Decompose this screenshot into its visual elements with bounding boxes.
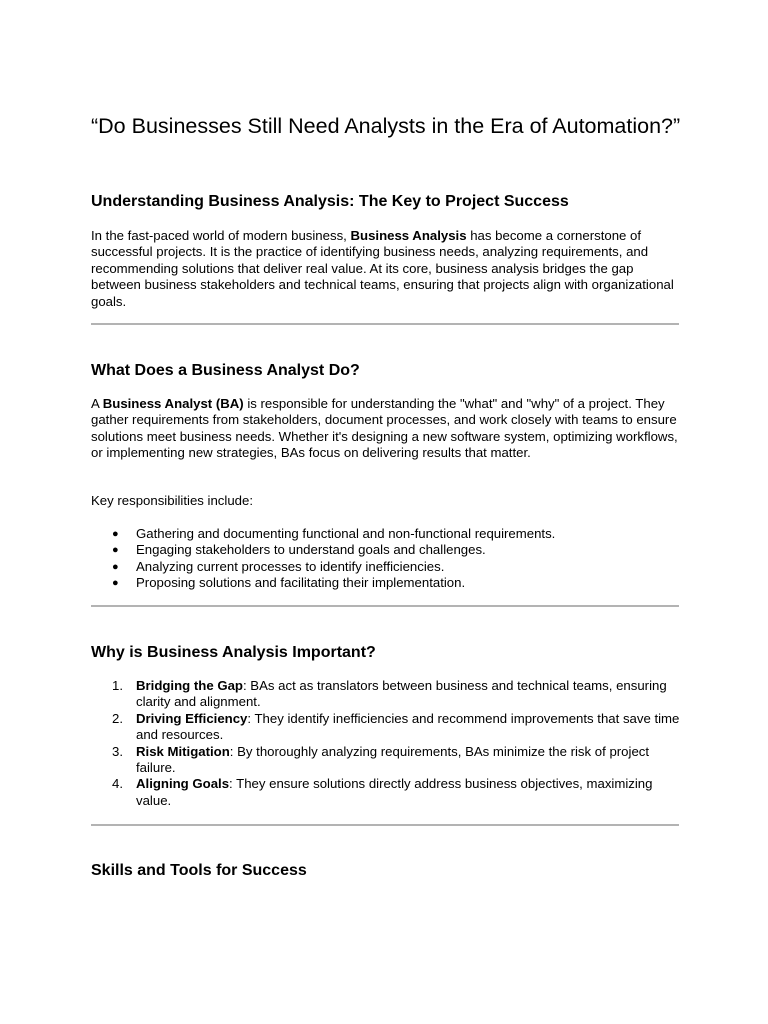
list-item-bold: Driving Efficiency <box>136 710 248 726</box>
list-item-text: Gathering and documenting functional and non-functional requirements. <box>136 526 556 541</box>
horizontal-rule <box>91 824 679 826</box>
list-number: 2. <box>112 710 123 726</box>
paragraph-text: In the fast-paced world of modern business, <box>91 228 351 243</box>
horizontal-rule <box>91 605 679 607</box>
section-paragraph-understanding <box>91 228 681 310</box>
list-item <box>91 776 681 809</box>
list-item <box>91 711 681 744</box>
list-number: 1. <box>112 678 123 693</box>
importance-list <box>91 678 681 809</box>
section-heading-understanding: Understanding Business Analysis: The Key to Project Success <box>91 193 569 210</box>
paragraph-bold-term: Business Analyst (BA) <box>102 396 244 411</box>
bullet-icon: ● <box>112 528 119 540</box>
list-item-text: : By thoroughly analyzing requirements, BAs minimize the risk of project failure. <box>136 743 650 776</box>
list-item <box>91 678 681 711</box>
paragraph-text: A <box>91 396 103 411</box>
list-item <box>91 542 681 558</box>
horizontal-rule <box>91 323 679 325</box>
list-number: 3. <box>112 743 123 759</box>
list-number: 4. <box>112 776 123 792</box>
list-item-text: : BAs act as translators between business and technical teams, ensuring clarity and alignment. <box>136 678 667 710</box>
list-item <box>91 526 681 542</box>
list-item-text: Analyzing current processes to identify inefficiencies. <box>136 558 445 574</box>
section-heading-why-important: Why is Business Analysis Important? <box>91 644 376 661</box>
list-item-bold: Aligning Goals <box>136 776 230 792</box>
section-heading-what-ba-does: What Does a Business Analyst Do? <box>91 362 360 379</box>
list-item-text: Proposing solutions and facilitating their implementation. <box>136 575 466 591</box>
list-item <box>91 744 681 777</box>
list-item-bold: Risk Mitigation <box>136 743 230 759</box>
paragraph-text: has become a cornerstone of successful projects. It is the practice of identifying business needs, analyzing requirements, and recommending solutions that deliver real value. At its core, business analysis bridges the gap between business stakeholders and technical teams, ensuring that projects align with organizational goals. <box>91 228 674 309</box>
bullet-icon: ● <box>112 560 119 573</box>
paragraph-bold-term: Business Analysis <box>350 228 467 243</box>
document-title: “Do Businesses Still Need Analysts in the Era of Automation?” <box>91 114 681 138</box>
list-item-text: : They ensure solutions directly address business objectives, maximizing value. <box>136 776 653 808</box>
list-item-bold: Bridging the Gap <box>136 678 243 693</box>
responsibilities-list <box>91 526 681 592</box>
section-heading-skills-tools: Skills and Tools for Success <box>91 862 307 879</box>
bullet-icon: ● <box>112 544 119 557</box>
list-item-text: : They identify inefficiencies and recommend improvements that save time and resources. <box>136 710 680 743</box>
section-paragraph-what-ba-does <box>91 396 681 462</box>
list-item <box>91 559 681 575</box>
list-item-text: Engaging stakeholders to understand goals and challenges. <box>136 542 486 558</box>
key-responsibilities-intro: Key responsibilities include: <box>91 493 253 508</box>
bullet-icon: ● <box>112 577 119 590</box>
list-item <box>91 575 681 591</box>
paragraph-text: is responsible for understanding the "what" and "why" of a project. They gather requirements from stakeholders, document processes, and work closely with teams to ensure solutions meet business needs. Whether it's designing a new software system, optimizing workflows, or implementing new strategies, BAs focus on delivering results that matter. <box>91 396 678 461</box>
